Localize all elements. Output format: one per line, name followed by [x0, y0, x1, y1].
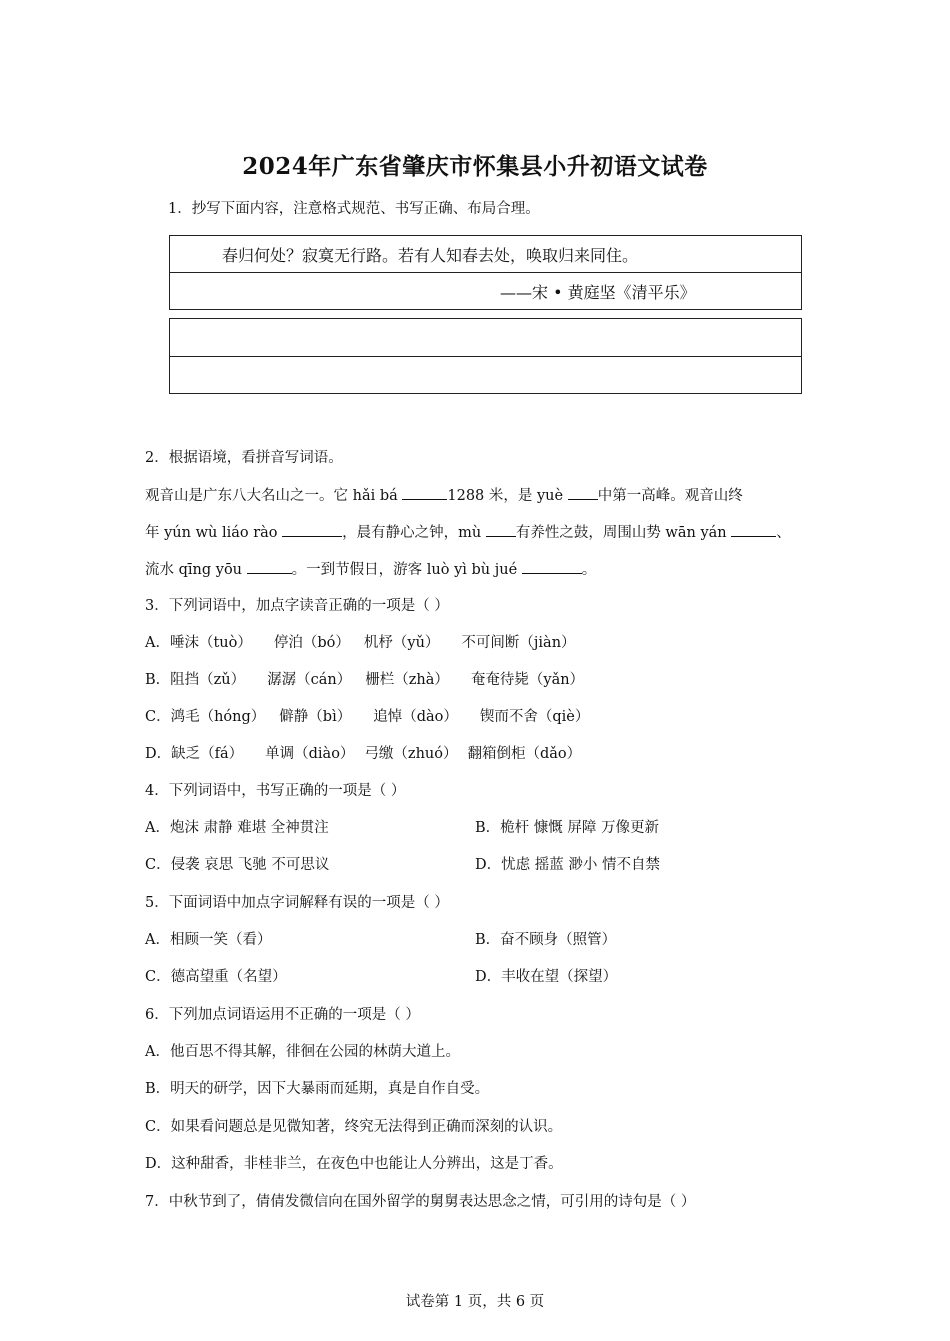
q4-option-b[interactable]: B．桅杆 慷慨 屏障 万像更新: [475, 820, 659, 836]
q2-text: 流水 qīng yōu: [145, 562, 247, 578]
q2-text: 中第一高峰。观音山终: [597, 488, 743, 504]
q3-d-item: 翻箱倒柜（dǎo）: [467, 746, 582, 762]
q5-option-b[interactable]: B．奋不顾身（照管）: [475, 932, 617, 948]
q4-stem: 4．下列词语中，书写正确的一项是（ ）: [145, 783, 406, 799]
q2-text: 。: [581, 562, 597, 578]
blank-luo-yi[interactable]: [522, 559, 582, 574]
q3-c-item: 僻静（bì）: [279, 709, 352, 725]
q3-a-item: 机杼（yǔ）: [363, 635, 440, 651]
poem-row: [170, 236, 801, 273]
q3-b-item: 潺潺（cán）: [267, 672, 352, 688]
q3-option-c[interactable]: [145, 707, 589, 727]
q3-d-item: 弓缴（zhuó）: [364, 746, 458, 762]
q6-option-d[interactable]: D．这种甜香，非桂非兰，在夜色中也能让人分辨出，这是丁香。: [145, 1156, 563, 1172]
author-row: [170, 272, 801, 309]
blank-mu[interactable]: [486, 522, 516, 537]
q3-b-item: 栅栏（zhà）: [365, 672, 449, 688]
q6-option-b[interactable]: B．明天的研学，因下大暴雨而延期，真是自作自受。: [145, 1081, 490, 1097]
q5-stem: 5．下面词语中加点字词解释有误的一项是（ ）: [145, 895, 449, 911]
q5-option-c[interactable]: C．德高望重（名望）: [145, 969, 287, 985]
q3-c-item: 锲而不舍（qiè）: [479, 709, 590, 725]
page-footer: 试卷第 1 页，共 6 页: [405, 1294, 545, 1310]
blank-yue[interactable]: [568, 485, 598, 500]
q5-option-d[interactable]: D．丰收在望（探望）: [475, 969, 618, 985]
q2-text: 1288 米，是 yuè: [447, 488, 568, 504]
q3-a-item: 不可间断（jiàn）: [461, 635, 576, 651]
q2-passage-line-2: [145, 522, 791, 543]
q4-option-d[interactable]: D．忧虑 摇蓝 渺小 情不自禁: [475, 857, 660, 873]
q3-c-item: 追悼（dào）: [373, 709, 458, 725]
blank-qing-you[interactable]: [247, 559, 292, 574]
q2-text: 年 yún wù liáo rào: [145, 525, 283, 541]
poem-author: ——宋 • 黄庭坚《清平乐》: [500, 283, 696, 302]
answer-row-2[interactable]: [170, 356, 801, 393]
q7-stem: 7．中秋节到了，倩倩发微信向在国外留学的舅舅表达思念之情，可引用的诗句是（ ）: [145, 1194, 696, 1210]
q2-passage-line-1: [145, 485, 743, 506]
q4-option-a[interactable]: A．炮沫 肃静 难堪 全神贯注: [145, 820, 329, 836]
q3-b-item: 奄奄待毙（yǎn）: [470, 672, 585, 688]
page-title: 2024年广东省肇庆市怀集县小升初语文试卷: [242, 153, 708, 180]
q2-text: 有养性之鼓，周围山势 wān yán: [515, 525, 732, 541]
q6-option-c[interactable]: C．如果看问题总是见微知著，终究无法得到正确而深刻的认识。: [145, 1119, 563, 1135]
blank-yun-wu[interactable]: [282, 522, 342, 537]
q4-option-c[interactable]: C．侵袭 哀思 飞驰 不可思议: [145, 857, 330, 873]
q2-passage-line-3: [145, 559, 596, 580]
q3-option-a[interactable]: [145, 633, 576, 653]
q3-d-item: 单调（diào）: [265, 746, 355, 762]
q3-b-item: B．阻挡（zǔ）: [145, 672, 246, 688]
q2-text: 观音山是广东八大名山之一。它 hǎi bá: [145, 488, 403, 504]
copy-source-box: [169, 235, 802, 310]
q5-option-a[interactable]: A．相顾一笑（看）: [145, 932, 272, 948]
q6-option-a[interactable]: A．他百思不得其解，徘徊在公园的林荫大道上。: [145, 1044, 460, 1060]
q2-text: 。一到节假日，游客 luò yì bù jué: [291, 562, 522, 578]
q3-d-item: D．缺乏（fá）: [145, 746, 244, 762]
blank-hai-ba[interactable]: [402, 485, 447, 500]
q3-c-item: C．鸿毛（hóng）: [145, 709, 266, 725]
copy-answer-box: [169, 318, 802, 394]
q1-stem: 1．抄写下面内容，注意格式规范、书写正确、布局合理。: [168, 201, 540, 217]
answer-row-1[interactable]: [170, 319, 801, 357]
q3-option-d[interactable]: [145, 744, 581, 764]
q3-a-item: A．唾沫（tuò）: [145, 635, 252, 651]
q2-text: 、: [776, 525, 791, 541]
q2-stem: 2．根据语境，看拼音写词语。: [145, 450, 343, 466]
poem-text: 春归何处？寂寞无行路。若有人知春去处，唤取归来同住。: [222, 246, 639, 265]
q6-stem: 6．下列加点词语运用不正确的一项是（ ）: [145, 1007, 420, 1023]
q3-option-b[interactable]: [145, 670, 584, 690]
q3-stem: 3．下列词语中，加点字读音正确的一项是（ ）: [145, 598, 449, 614]
q3-a-item: 停泊（bó）: [273, 635, 350, 651]
q2-text: ，晨有静心之钟，mù: [342, 525, 486, 541]
blank-wan-yan[interactable]: [731, 522, 776, 537]
